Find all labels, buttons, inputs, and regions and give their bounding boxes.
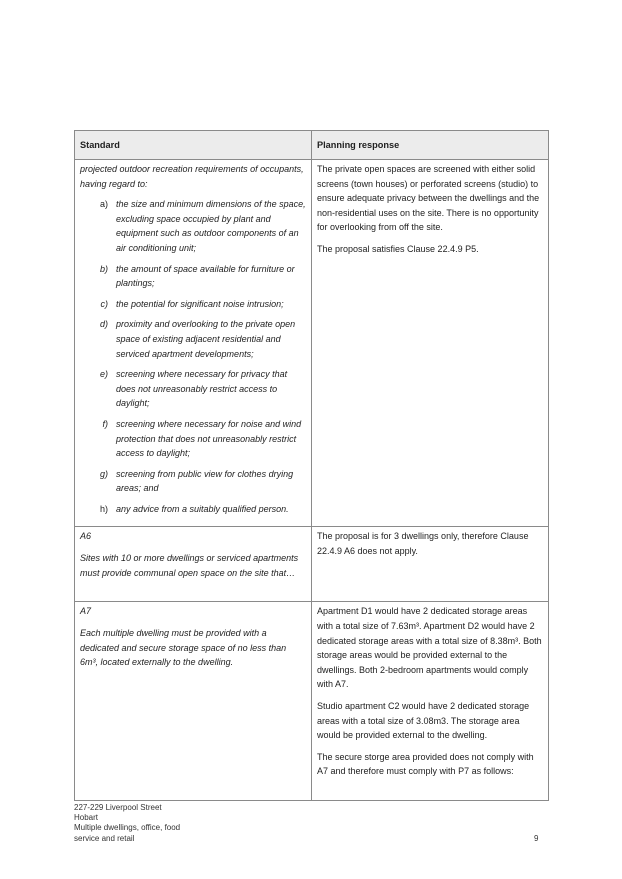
list-text: proximity and overlooking to the private open space of existing adjacent residential and serviced apartment developments; [116, 319, 296, 359]
table-row [75, 602, 549, 801]
standard-text: Each multiple dwelling must be provided with a dedicated and secure storage space of no less than 6m³, located externally to the dwelling. [80, 628, 287, 668]
footer-line: 227-229 Liverpool Street [74, 803, 162, 812]
page-footer [74, 803, 180, 844]
response-paragraph: Apartment D1 would have 2 dedicated storage areas with a total size of 7.63m³. Apartment D2 would have 2 dedicated storage areas with a total size of 8.38m³. Both storage areas would be provided external to the dwellings. Both 2-bedroom apartments would comply with A7. [317, 606, 542, 690]
list-item [80, 317, 306, 361]
standard-code: A6 [80, 531, 92, 542]
standards-table [74, 130, 549, 801]
standard-cell [75, 602, 312, 801]
response-cell [312, 602, 549, 801]
response-paragraph: The proposal satisfies Clause 22.4.9 P5. [317, 243, 479, 254]
list-text: the amount of space available for furniture or plantings; [116, 263, 295, 289]
table-header-row [75, 131, 549, 160]
standard-criteria-list [80, 197, 306, 516]
list-marker: h) [99, 503, 108, 514]
standard-cell [75, 527, 312, 602]
header-standard: Standard [75, 131, 312, 160]
footer-line: service and retail [74, 833, 135, 843]
list-text: the potential for significant noise intrusion; [116, 298, 284, 309]
footer-line: Hobart [74, 813, 99, 823]
page-number: 9 [534, 834, 539, 843]
list-text: any advice from a suitably qualified person. [116, 503, 289, 514]
list-marker: d) [99, 319, 108, 330]
list-marker: a) [99, 199, 108, 210]
list-marker: g) [99, 468, 108, 479]
table-row [75, 527, 549, 602]
list-marker: c) [100, 298, 108, 309]
footer-line: Multiple dwellings, office, food [74, 823, 181, 833]
response-paragraph: The proposal is for 3 dwellings only, therefore Clause 22.4.9 A6 does not apply. [317, 531, 529, 557]
list-marker: e) [99, 369, 108, 380]
response-cell [312, 160, 549, 527]
standard-code: A7 [80, 606, 92, 617]
list-text: screening where necessary for noise and wind protection that does not unreasonably restrict access to daylight; [116, 418, 302, 459]
list-item [80, 502, 306, 517]
response-cell [312, 527, 549, 602]
list-item [80, 262, 306, 291]
list-text: screening from public view for clothes drying areas; and [116, 468, 294, 494]
response-paragraph: The secure storge area provided does not comply with A7 and therefore must comply with P7 as follows: [317, 751, 534, 777]
list-item [80, 467, 306, 496]
list-marker: b) [99, 263, 108, 274]
standard-text: Sites with 10 or more dwellings or serviced apartments must provide communal open space on the site that… [80, 553, 299, 578]
list-item [80, 197, 306, 255]
list-item [80, 297, 306, 312]
list-item [80, 367, 306, 411]
standard-intro: projected outdoor recreation requirements of occupants, having regard to: [80, 164, 304, 189]
response-paragraph: Studio apartment C2 would have 2 dedicated storage areas with a total size of 3.08m3. The storage area would be provided external to the dwelling. [317, 701, 530, 741]
header-planning-response: Planning response [312, 131, 549, 160]
list-text: the size and minimum dimensions of the space, excluding space occupied by plant and equipment such as outdoor components of an air conditioning unit; [116, 199, 306, 253]
list-item [80, 417, 306, 461]
list-text: screening where necessary for privacy that does not unreasonably restrict access to daylight; [116, 369, 288, 409]
response-paragraph: The private open spaces are screened with either solid screens (town houses) or perforated screens (studio) to ensure adequate privacy between the dwellings and the non-residential uses on the site. There is no opportunity for overlooking from off the site. [317, 164, 540, 233]
standard-cell [75, 160, 312, 527]
table-row [75, 160, 549, 527]
list-marker: f) [102, 418, 108, 429]
